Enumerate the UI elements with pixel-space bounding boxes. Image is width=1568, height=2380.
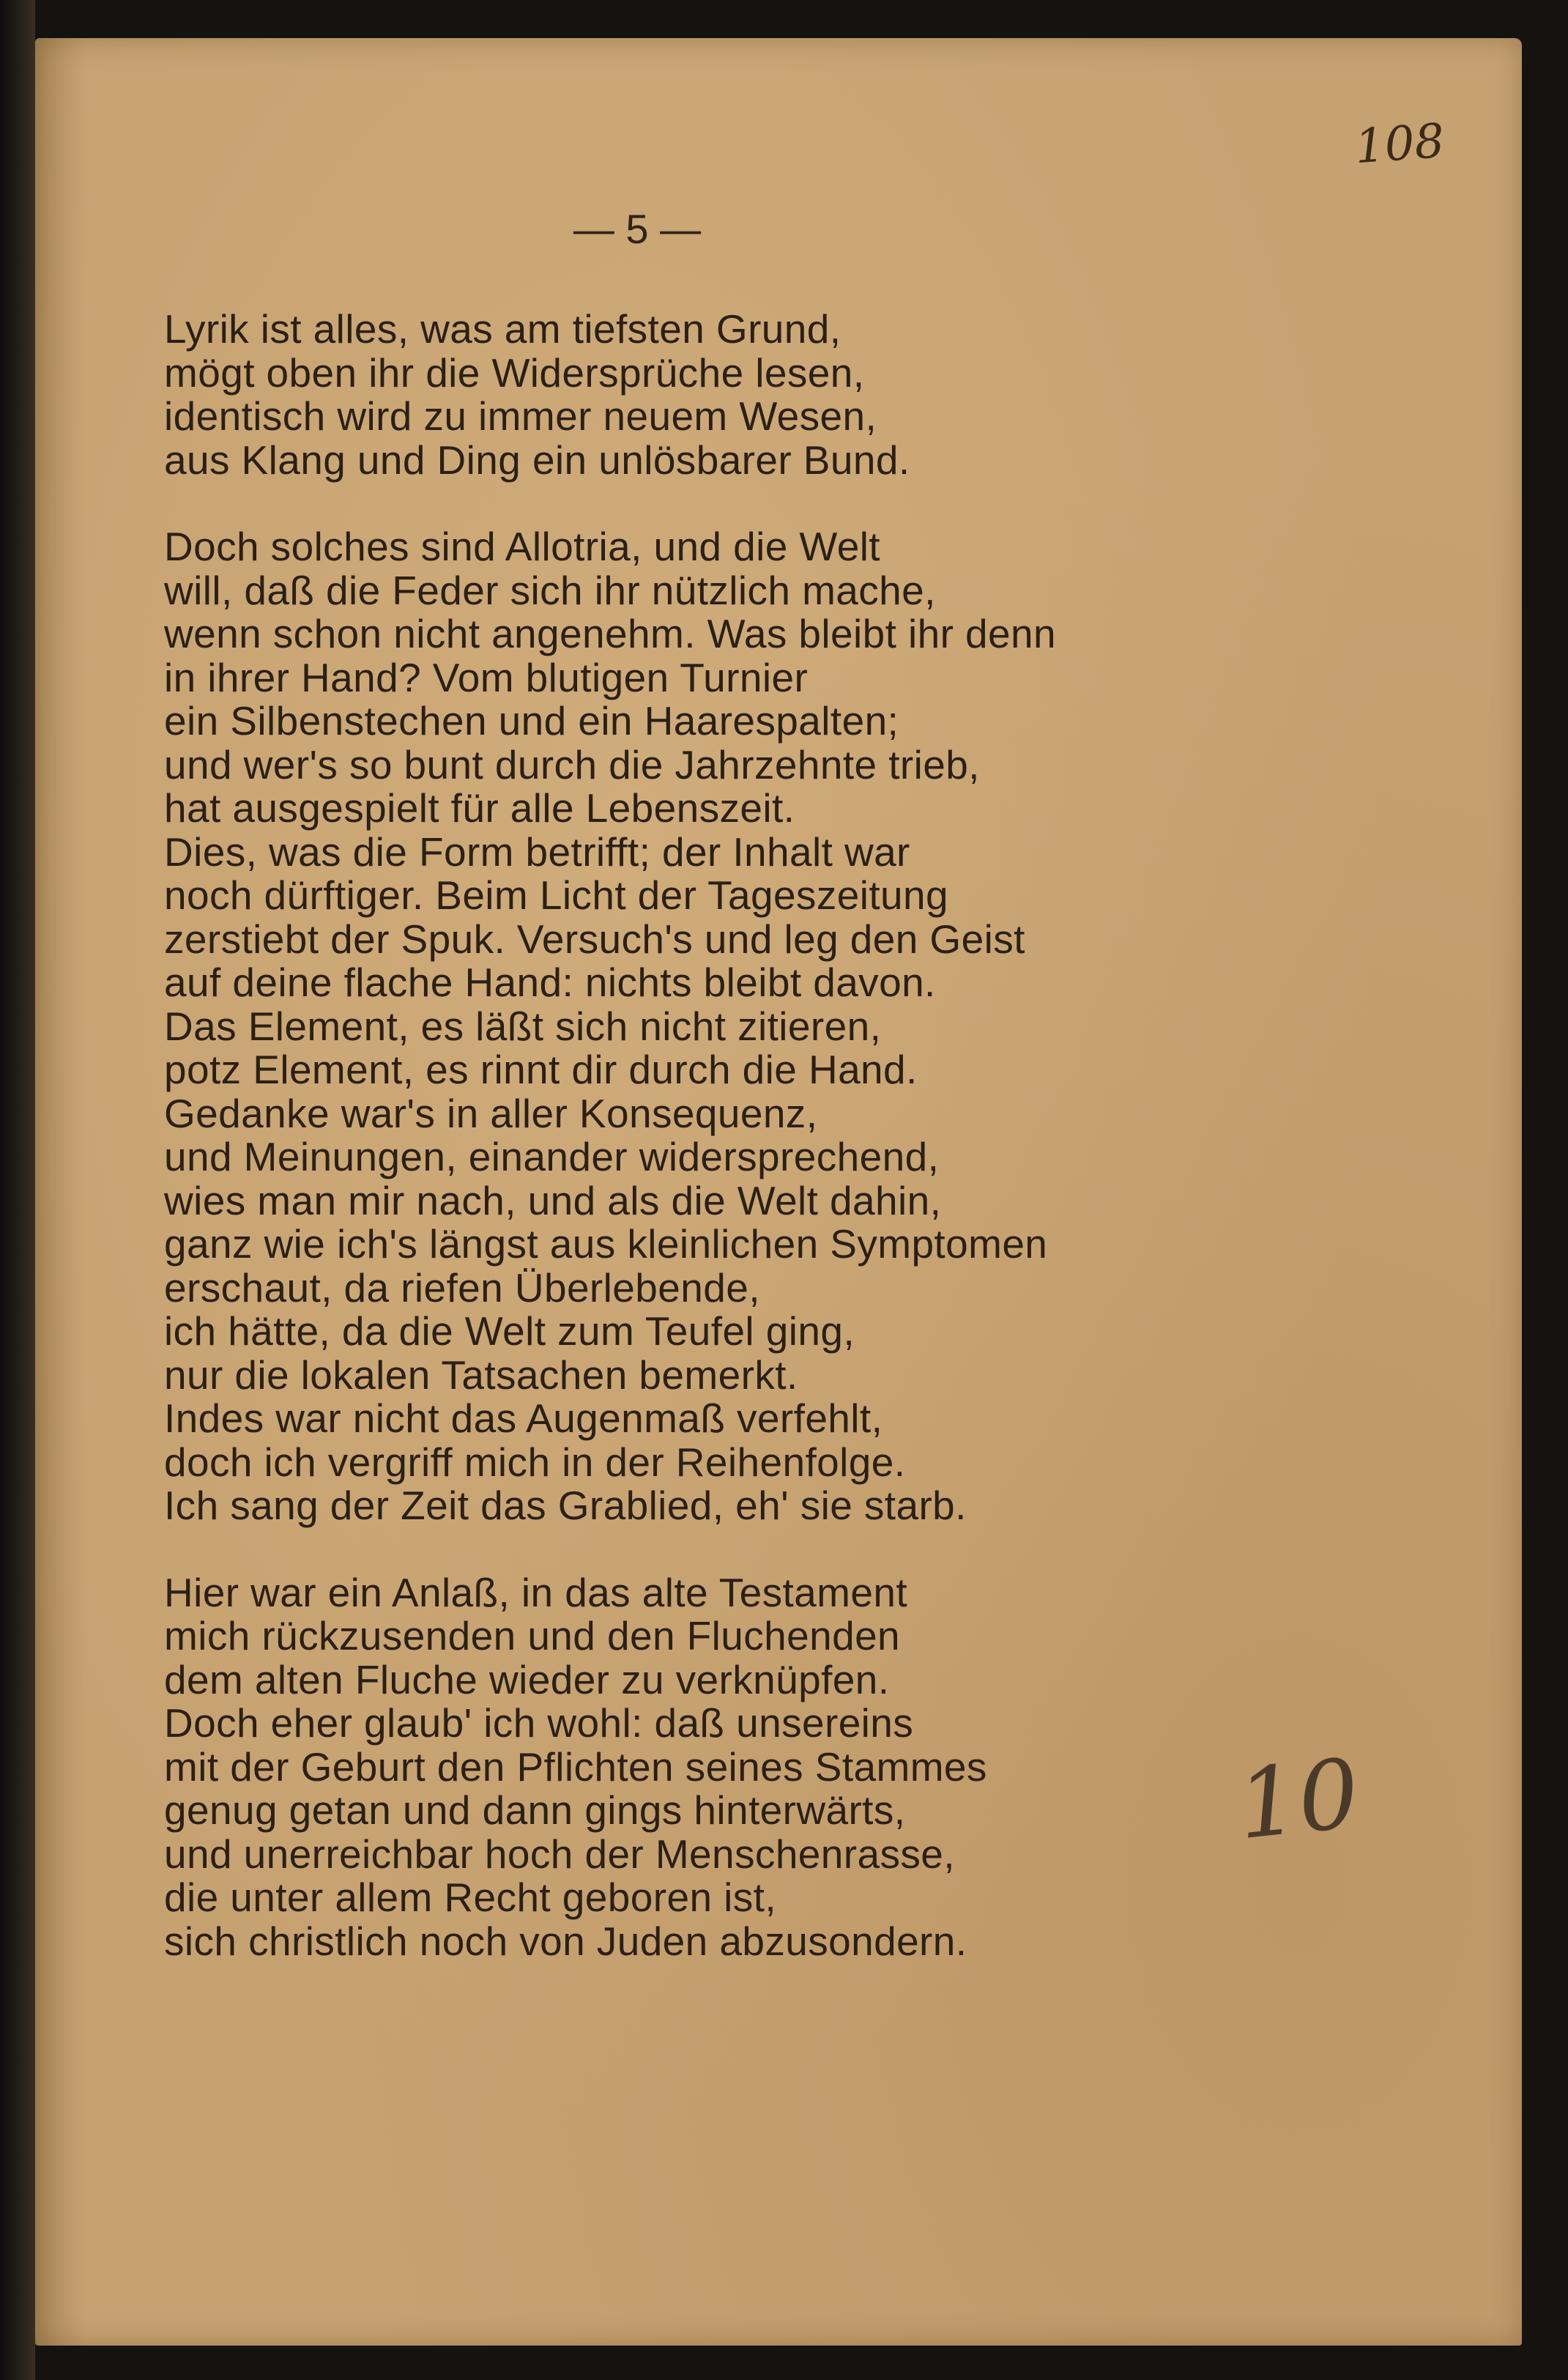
verse-line: und unerreichbar hoch der Menschenrasse, [164, 1831, 955, 1877]
verse-line: potz Element, es rinnt dir durch die Hand. [164, 1047, 918, 1092]
verse-line: Das Element, es läßt sich nicht zitieren, [164, 1003, 882, 1049]
verse-line: sich christlich noch von Juden abzusondern. [164, 1918, 967, 1964]
verse-line: aus Klang und Ding ein unlösbarer Bund. [164, 437, 910, 483]
poem-text [164, 308, 1263, 1963]
verse-line: mich rückzusenden und den Fluchenden [164, 1613, 901, 1658]
verse-line: genug getan und dann gings hinterwärts, [164, 1787, 906, 1833]
verse-line: mit der Geburt den Pflichten seines Stammes [164, 1743, 987, 1790]
stanza [164, 1571, 1263, 1964]
verse-line: hat ausgespielt für alle Lebenszeit. [164, 785, 795, 831]
verse-line: will, daß die Feder sich ihr nützlich mache, [164, 567, 936, 613]
verse-line: wenn schon nicht angenehm. Was bleibt ihr denn [164, 611, 1056, 656]
verse-line: ganz wie ich's längst aus kleinlichen Symptomen [164, 1221, 1048, 1267]
stanza [164, 525, 1263, 1528]
verse-line: die unter allem Recht geboren ist, [164, 1875, 776, 1920]
verse-line: Dies, was die Form betrifft; der Inhalt war [164, 828, 910, 875]
verse-line: Ich sang der Zeit das Grablied, eh' sie starb. [164, 1483, 967, 1528]
verse-line: nur die lokalen Tatsachen bemerkt. [164, 1352, 798, 1398]
stanza [164, 308, 1263, 482]
handwritten-margin-note: 10 [1232, 1737, 1364, 1861]
verse-line: Hier war ein Anlaß, in das alte Testament [164, 1569, 908, 1615]
verse-line: auf deine flache Hand: nichts bleibt davon. [164, 960, 936, 1005]
page-number: — 5 — [573, 206, 702, 252]
verse-line: Doch eher glaub' ich wohl: daß unsereins [164, 1700, 914, 1746]
verse-line: ich hätte, da die Welt zum Teufel ging, [164, 1308, 855, 1354]
verse-line: Gedanke war's in aller Konsequenz, [164, 1090, 818, 1136]
verse-line: und Meinungen, einander widersprechend, [164, 1134, 940, 1179]
verse-line: mögt oben ihr die Widersprüche lesen, [164, 349, 865, 396]
verse-line: dem alten Fluche wieder zu verknüpfen. [164, 1656, 890, 1702]
verse-line: Lyrik ist alles, was am tiefsten Grund, [164, 306, 841, 352]
verse-line: noch dürftiger. Beim Licht der Tageszeitung [164, 872, 948, 918]
verse-line: zerstiebt der Spuk. Versuch's und leg den Geist [164, 916, 1025, 962]
verse-line: ein Silbenstechen und ein Haarespalten; [164, 698, 899, 744]
verse-line: doch ich vergriff mich in der Reihenfolge. [164, 1439, 906, 1485]
book-spine [0, 0, 35, 2380]
handwritten-folio-number: 108 [1353, 114, 1446, 175]
verse-line: Indes war nicht das Augenmaß verfehlt, [164, 1395, 883, 1441]
verse-line: wies man mir nach, und als die Welt dahin, [164, 1177, 942, 1223]
verse-line: in ihrer Hand? Vom blutigen Turnier [164, 654, 809, 700]
verse-line: erschaut, da riefen Überlebende, [164, 1264, 760, 1311]
verse-line: und wer's so bunt durch die Jahrzehnte trieb, [164, 741, 980, 787]
verse-line: Doch solches sind Allotria, und die Welt [164, 524, 880, 569]
verse-line: identisch wird zu immer neuem Wesen, [164, 393, 877, 439]
